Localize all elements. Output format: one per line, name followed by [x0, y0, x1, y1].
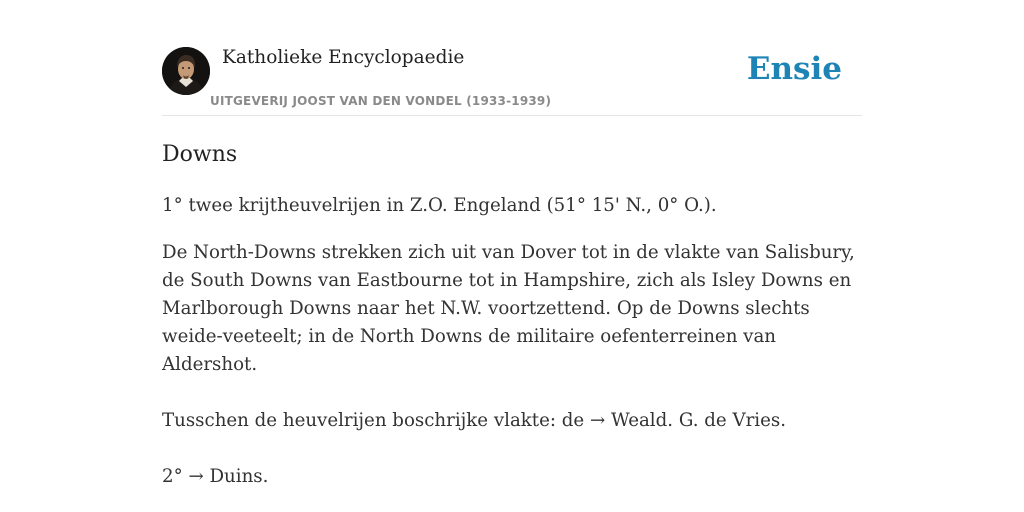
publisher-label: UITGEVERIJ JOOST VAN DEN VONDEL (1933-1939): [210, 94, 552, 108]
article-paragraph: 2° → Duins.: [162, 466, 269, 487]
article: [162, 140, 862, 491]
article-paragraph: De North-Downs strekken zich uit van Dover tot in de vlakte van Salisbury, de South Downs van Eastbourne tot in Hampshire, zich als Isley Downs en Marlborough Downs naar het N.W. voortzettend. Op de Downs slechts weide-veeteelt; in de North Downs de militaire oefenterreinen van Aldershot.: [162, 242, 855, 375]
article-headword: Downs: [162, 142, 238, 167]
portrait-avatar[interactable]: [162, 47, 210, 95]
brand-logo[interactable]: Ensie: [746, 51, 842, 87]
site-title[interactable]: Katholieke Encyclopaedie: [222, 47, 465, 68]
portrait-icon: [162, 47, 210, 95]
article-paragraph: Tusschen de heuvelrijen boschrijke vlakte: de → Weald. G. de Vries.: [162, 410, 786, 431]
article-paragraph: 1° twee krijtheuvelrijen in Z.O. Engeland (51° 15' N., 0° O.).: [162, 195, 717, 216]
site-header: [162, 46, 862, 116]
